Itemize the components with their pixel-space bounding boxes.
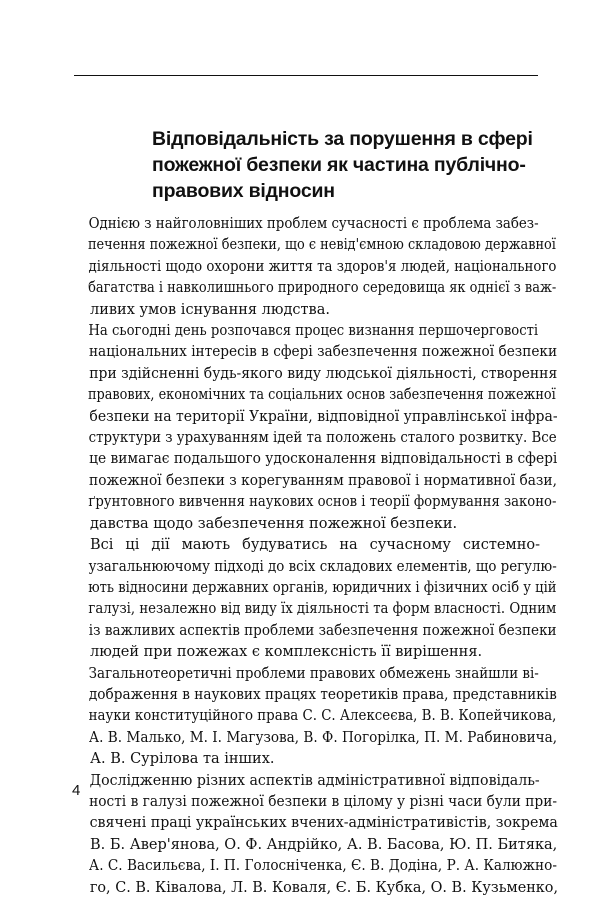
text-line: пожежної безпеки з корегуванням правової і нормативної бази, [89,472,557,489]
heading-line: правових відносин [152,180,335,202]
text-line: національних інтересів в сфері забезпечення пожежної безпеки [88,344,558,361]
text-line: безпеки на території України, відповідної управлінської інфра- [89,408,558,425]
paragraph [72,771,559,899]
text-line: ють відносини державних органів, юридичних і фізичних осіб у цій [88,579,557,596]
text-line: узагальнюючому підході до всіх складових елементів, що регулю- [88,558,557,575]
text-line: структури з урахуванням ідей та положень сталого розвитку. Все [88,430,557,447]
text-line: ґрунтовного вивчення наукових основ і теорії формування законо- [88,494,557,511]
text-line: це вимагає подальшого удосконалення відповідальності в сфері [89,451,558,468]
heading-line: пожежної безпеки як частина публічно- [152,154,526,176]
page-number: 4 [72,782,81,799]
paragraph [72,214,557,321]
text-line: багатства і навколишнього природного середовища як однієї з важ- [88,280,557,297]
text-line: людей при пожежах є комплексність її вирішення. [90,644,483,661]
text-line: печення пожежної безпеки, що є невід'ємною складовою державної [87,237,556,254]
heading-line: Відповідальність за порушення в сфері [152,128,533,150]
text-line: ності в галузі пожежної безпеки в цілому у різні часи були при- [89,793,558,810]
text-line: діяльності щодо охорони життя та здоров'я людей, національного [88,258,557,275]
text-line: давства щодо забезпечення пожежної безпеки. [90,515,458,532]
text-line: А. В. Сурілова та інших. [90,751,275,768]
body-text [72,214,559,899]
text-line: галузі, незалежно від виду їх діяльності та форм власності. Одним [88,601,557,618]
text-line: В. Б. Авер'янова, О. Ф. Андрійко, А. В. Басова, Ю. П. Битяка, [90,836,558,853]
text-line: ливих умов існування людства. [90,301,330,318]
paragraph [72,321,558,535]
text-line: Загальнотеоретичні проблеми правових обмежень знайшли ві- [88,665,539,682]
text-line: На сьогодні день розпочався процес визнання першочерговості [88,323,539,340]
text-line: свячені праці українських вчених-адміністративістів, зокрема [89,815,558,832]
text-line: А. В. Малько, М. І. Магузова, В. Ф. Погорілка, П. М. Рабиновича, [88,729,558,746]
paragraph [72,664,558,771]
paragraph [72,535,557,663]
text-line: го, С. В. Ківалова, Л. В. Коваля, Є. Б. Кубка, О. В. Кузьменко, [89,879,559,896]
text-line: Всі ці дії мають будуватись на сучасному системно- [90,537,540,554]
text-line: науки конституційного права С. С. Алексеєва, В. В. Копейчикова, [88,708,557,725]
text-line: правових, економічних та соціальних основ забезпечення пожежної [87,387,556,404]
text-line: Дослідженню різних аспектів адміністративної відповідаль- [89,772,540,789]
text-line: Однією з найголовніших проблем сучасності є проблема забез- [88,216,539,232]
text-line: А. С. Васильєва, І. П. Голосніченка, Є. В. Додіна, Р. А. Калюжно- [88,858,557,875]
text-line: із важливих аспектів проблеми забезпечення пожежної безпеки [88,622,557,639]
text-line: дображення в наукових працях теоретиків права, представників [88,686,557,703]
text-line: при здійсненні будь-якого виду людської діяльності, створення [89,365,558,382]
header-rule [74,75,538,76]
section-heading [152,126,532,204]
